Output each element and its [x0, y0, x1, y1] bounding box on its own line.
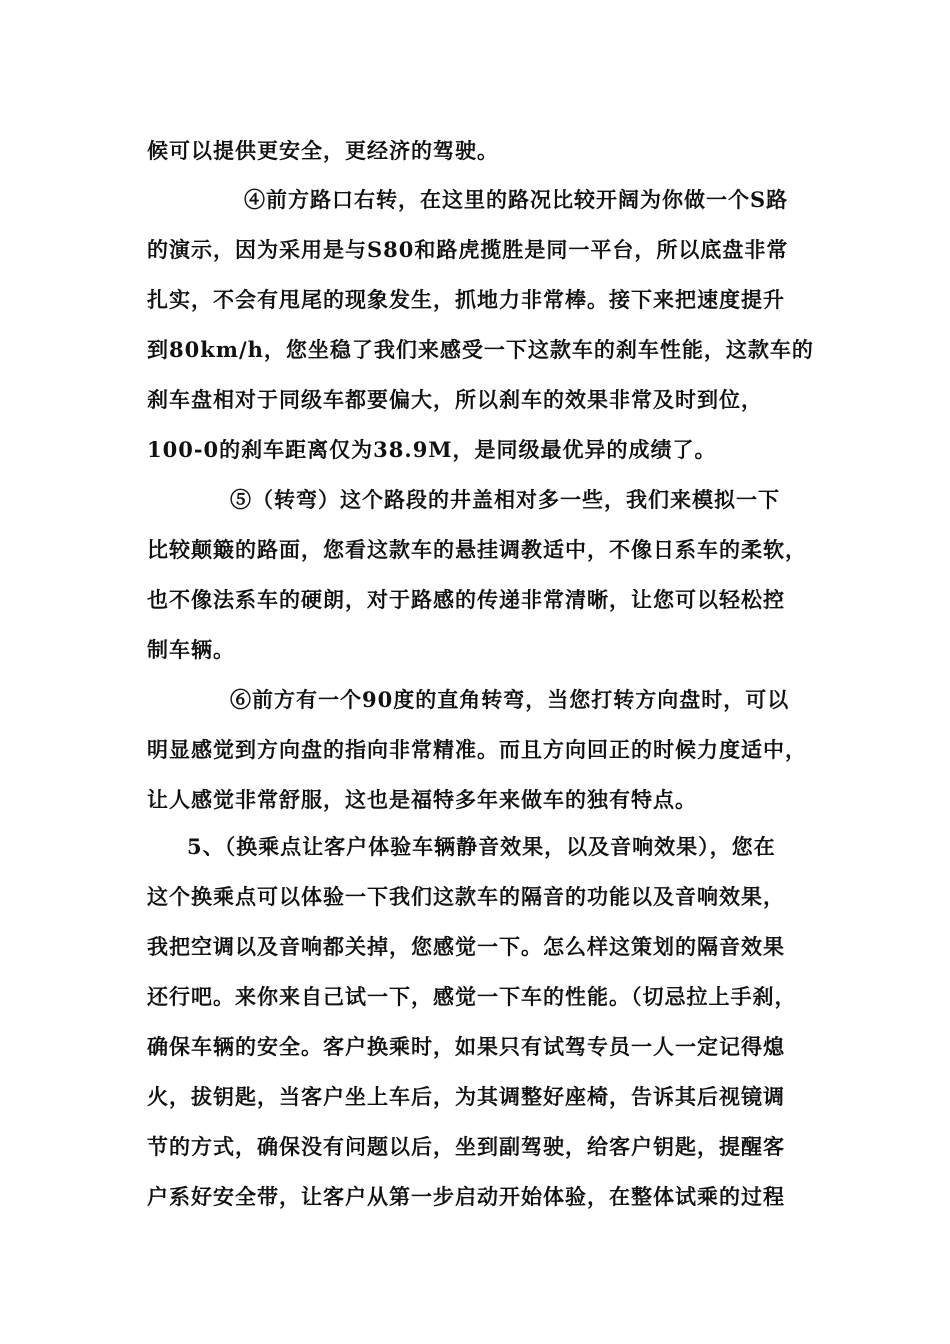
text-line: 也不像法系车的硬朗，对于路感的传递非常清晰，让您可以轻松控: [147, 587, 785, 612]
text-line: 5、（换乘点让客户体验车辆静音效果，以及音响效果），您在: [187, 834, 776, 859]
text-line: 制车辆。: [147, 637, 235, 662]
text-line: 刹车盘相对于同级车都要偏大，所以刹车的效果非常及时到位，: [147, 387, 763, 412]
text-line: ⑥前方有一个90度的直角转弯，当您打转方向盘时，可以: [230, 687, 790, 712]
text-line: 的演示，因为采用是与S80和路虎揽胜是同一平台，所以底盘非常: [147, 237, 789, 262]
text-line: 比较颠簸的路面，您看这款车的悬挂调教适中，不像日系车的柔软，: [147, 537, 807, 562]
text-line: 火，拔钥匙，当客户坐上车后，为其调整好座椅，告诉其后视镜调: [147, 1084, 785, 1109]
text-line: 100-0的刹车距离仅为38.9M，是同级最优异的成绩了。: [147, 437, 717, 462]
text-line: 让人感觉非常舒服，这也是福特多年来做车的独有特点。: [147, 787, 697, 812]
text-line: 我把空调以及音响都关掉，您感觉一下。怎么样这策划的隔音效果: [147, 934, 785, 959]
text-line: ④前方路口右转，在这里的路况比较开阔为你做一个S路: [244, 187, 789, 212]
text-line: 确保车辆的安全。客户换乘时，如果只有试驾专员一人一定记得熄: [147, 1034, 785, 1059]
text-line: 还行吧。来你来自己试一下，感觉一下车的性能。（切忌拉上手刹，: [147, 984, 797, 1009]
text-line: 明显感觉到方向盘的指向非常精准。而且方向回正的时候力度适中，: [147, 737, 807, 762]
text-line: 扎实，不会有甩尾的现象发生，抓地力非常棒。接下来把速度提升: [147, 287, 785, 312]
text-line: 户系好安全带，让客户从第一步启动开始体验，在整体试乘的过程: [147, 1184, 785, 1209]
text-line: 候可以提供更安全，更经济的驾驶。: [147, 138, 499, 163]
text-line: 节的方式，确保没有问题以后，坐到副驾驶，给客户钥匙，提醒客: [147, 1134, 785, 1159]
text-line: 这个换乘点可以体验一下我们这款车的隔音的功能以及音响效果，: [147, 884, 785, 909]
text-line: 到80km/h，您坐稳了我们来感受一下这款车的刹车性能，这款车的: [147, 337, 814, 362]
text-line: ⑤（转弯）这个路段的井盖相对多一些，我们来模拟一下: [230, 487, 780, 512]
